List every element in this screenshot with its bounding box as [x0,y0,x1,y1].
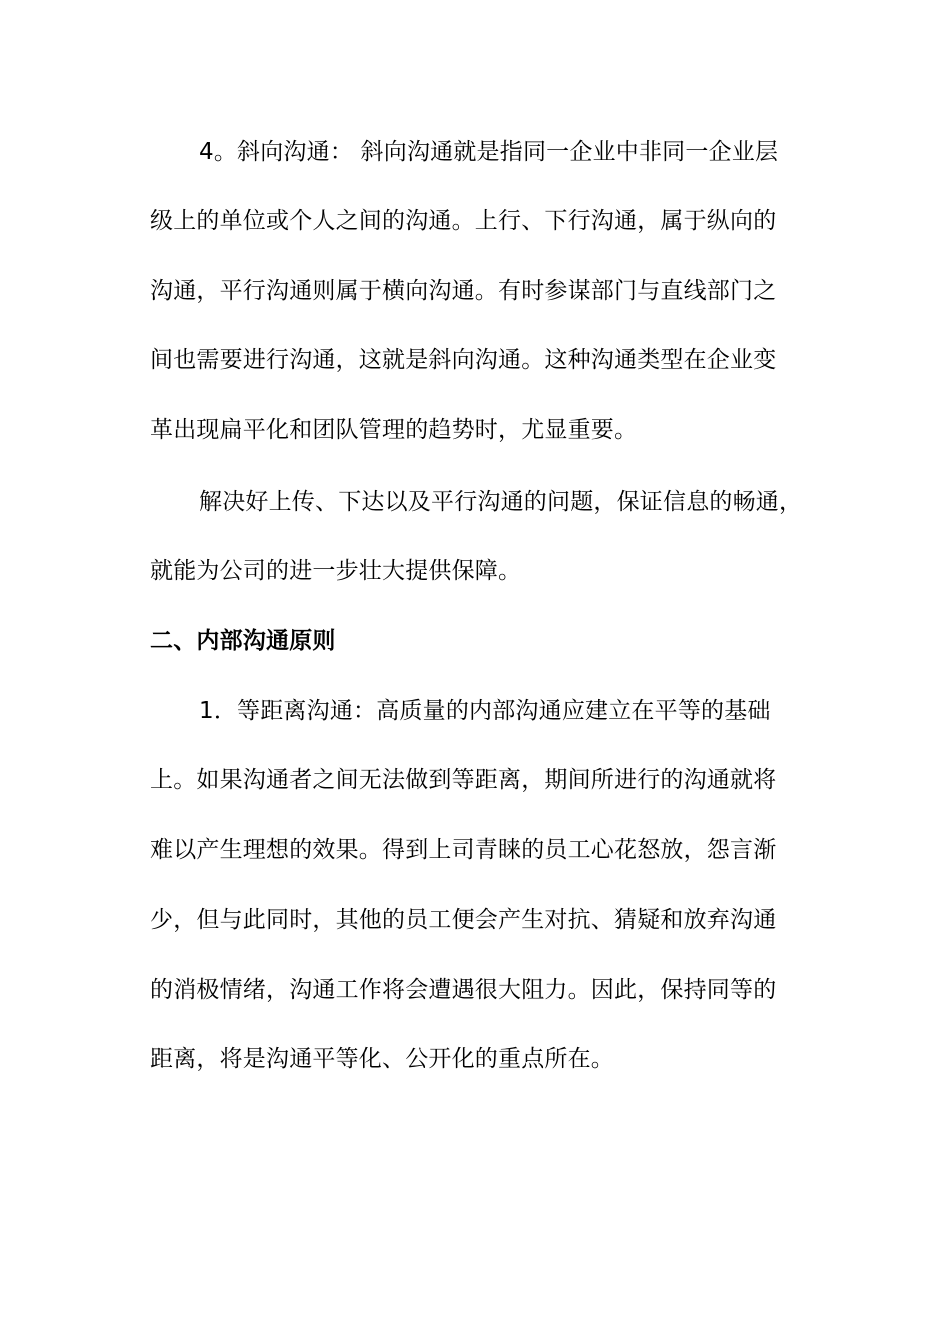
paragraph-3-line-1: 1．等距离沟通：高质量的内部沟通应建立在平等的基础 [199,698,771,724]
paragraph-1-line-2: 级上的单位或个人之间的沟通。上行、下行沟通，属于纵向的 [150,208,777,234]
paragraph-3-line-6: 距离，将是沟通平等化、公开化的重点所在。 [150,1046,614,1072]
section-heading: 二、内部沟通原则 [150,628,336,654]
paragraph-3-line-5: 的消极情绪，沟通工作将会遭遇很大阻力。因此，保持同等的 [150,977,777,1003]
paragraph-2-line-1: 解决好上传、下达以及平行沟通的问题，保证信息的畅通， [199,489,803,515]
paragraph-3-line-2: 上。如果沟通者之间无法做到等距离，期间所进行的沟通就将 [150,767,777,793]
paragraph-1-line-1: 4。斜向沟通： 斜向沟通就是指同一企业中非同一企业层 [199,139,779,165]
paragraph-2-line-2: 就能为公司的进一步壮大提供保障。 [150,558,522,584]
paragraph-1-line-4: 间也需要进行沟通，这就是斜向沟通。这种沟通类型在企业变 [150,347,777,373]
paragraph-1-line-3: 沟通，平行沟通则属于横向沟通。有时参谋部门与直线部门之 [150,278,777,304]
paragraph-3-line-4: 少，但与此同时，其他的员工便会产生对抗、猜疑和放弃沟通 [150,907,777,933]
paragraph-1-line-5: 革出现扁平化和团队管理的趋势时，尤显重要。 [150,417,638,443]
paragraph-3-line-3: 难以产生理想的效果。得到上司青睐的员工心花怒放，怨言渐 [150,837,777,863]
